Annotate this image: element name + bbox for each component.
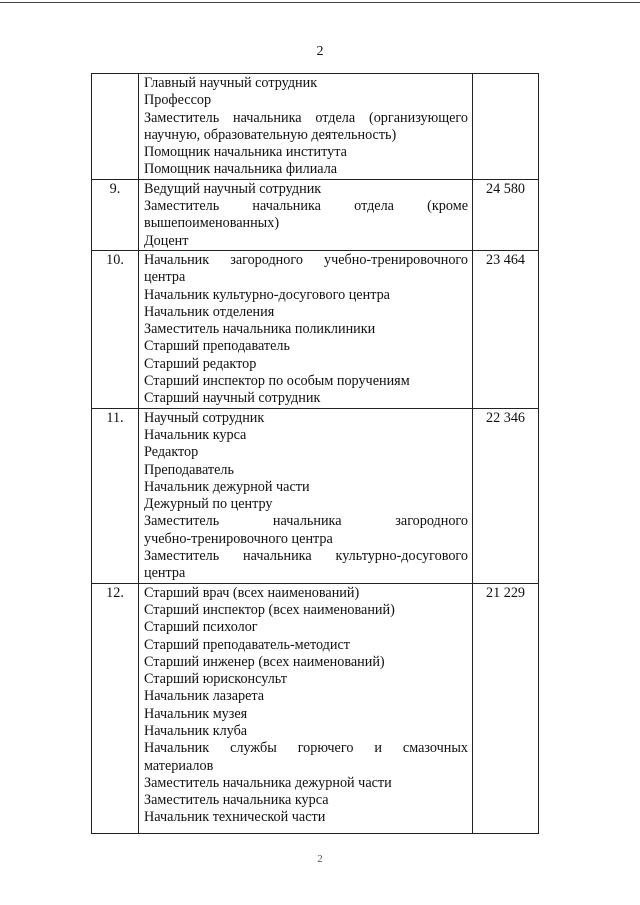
position-line: Старший преподаватель-методист: [144, 636, 350, 653]
position-line: Начальник дежурной части: [144, 478, 310, 495]
position-list: [139, 74, 473, 180]
position-line: Старший научный сотрудник: [144, 390, 321, 407]
table-row: [92, 250, 539, 408]
position-line: Профессор: [144, 92, 212, 109]
position-line: Начальник службы горючего и смазочных: [144, 740, 468, 757]
position-line: учебно-тренировочного центра: [144, 530, 333, 547]
position-line: Дежурный по центру: [144, 496, 273, 513]
position-line: Начальник лазарета: [144, 688, 265, 705]
position-line: Старший юрисконсульт: [144, 671, 287, 688]
salary-value: 24 580: [473, 179, 539, 250]
position-line: Старший преподаватель: [144, 338, 290, 355]
position-line: материалов: [144, 757, 214, 774]
position-list: [139, 250, 473, 408]
table-row: [92, 583, 539, 833]
position-line: Старший редактор: [144, 355, 257, 372]
position-line: Начальник отделения: [144, 303, 275, 320]
position-list: [139, 179, 473, 250]
row-number: 11.: [92, 408, 139, 583]
position-line: Преподаватель: [144, 461, 234, 478]
position-list: [139, 408, 473, 583]
table-row: [92, 74, 539, 180]
position-list: [139, 583, 473, 833]
row-number: 12.: [92, 583, 139, 833]
position-line: Старший врач (всех наименований): [144, 584, 360, 601]
row-number: [92, 74, 139, 180]
position-line: Заместитель начальника курса: [144, 792, 329, 809]
position-line: Начальник культурно-досугового центра: [144, 286, 390, 303]
position-line: Старший инспектор (всех наименований): [144, 601, 395, 618]
salary-table: [91, 73, 539, 834]
salary-value: 21 229: [473, 583, 539, 833]
position-line: Старший психолог: [144, 619, 258, 636]
position-line: Заместитель начальника отдела (кроме: [144, 198, 468, 215]
top-rule: [0, 2, 640, 3]
position-line: Начальник загородного учебно-тренировочного: [144, 251, 468, 268]
salary-value: 23 464: [473, 250, 539, 408]
position-line: Старший инспектор по особым поручениям: [144, 373, 410, 390]
position-line: Начальник технической части: [144, 809, 326, 826]
page-number: 2: [316, 44, 324, 59]
table-row: [92, 408, 539, 583]
position-line: Научный сотрудник: [144, 409, 265, 426]
position-line: центра: [144, 565, 186, 582]
footer-mark: 2: [317, 853, 323, 865]
position-line: Помощник начальника института: [144, 144, 347, 161]
position-line: центра: [144, 269, 186, 286]
position-line: Редактор: [144, 444, 199, 461]
salary-value: 22 346: [473, 408, 539, 583]
position-line: Заместитель начальника загородного: [144, 513, 468, 530]
row-number: 9.: [92, 179, 139, 250]
position-line: Старший инженер (всех наименований): [144, 653, 385, 670]
position-line: Начальник клуба: [144, 722, 248, 739]
position-line: Главный научный сотрудник: [144, 75, 318, 91]
position-line: вышепоименованных): [144, 215, 280, 232]
position-line: Ведущий научный сотрудник: [144, 180, 322, 197]
position-line: Заместитель начальника поликлиники: [144, 321, 376, 338]
table-row: [92, 179, 539, 250]
position-line: Начальник музея: [144, 705, 248, 722]
position-line: научную, образовательную деятельность): [144, 126, 397, 143]
position-line: Начальник курса: [144, 426, 247, 443]
row-number: 10.: [92, 250, 139, 408]
position-line: Заместитель начальника отдела (организующего: [144, 109, 468, 126]
position-line: Заместитель начальника культурно-досугового: [144, 548, 468, 565]
position-line: Заместитель начальника дежурной части: [144, 774, 392, 791]
position-line: Помощник начальника филиала: [144, 161, 338, 178]
salary-value: [473, 74, 539, 180]
position-line: Доцент: [144, 232, 189, 249]
